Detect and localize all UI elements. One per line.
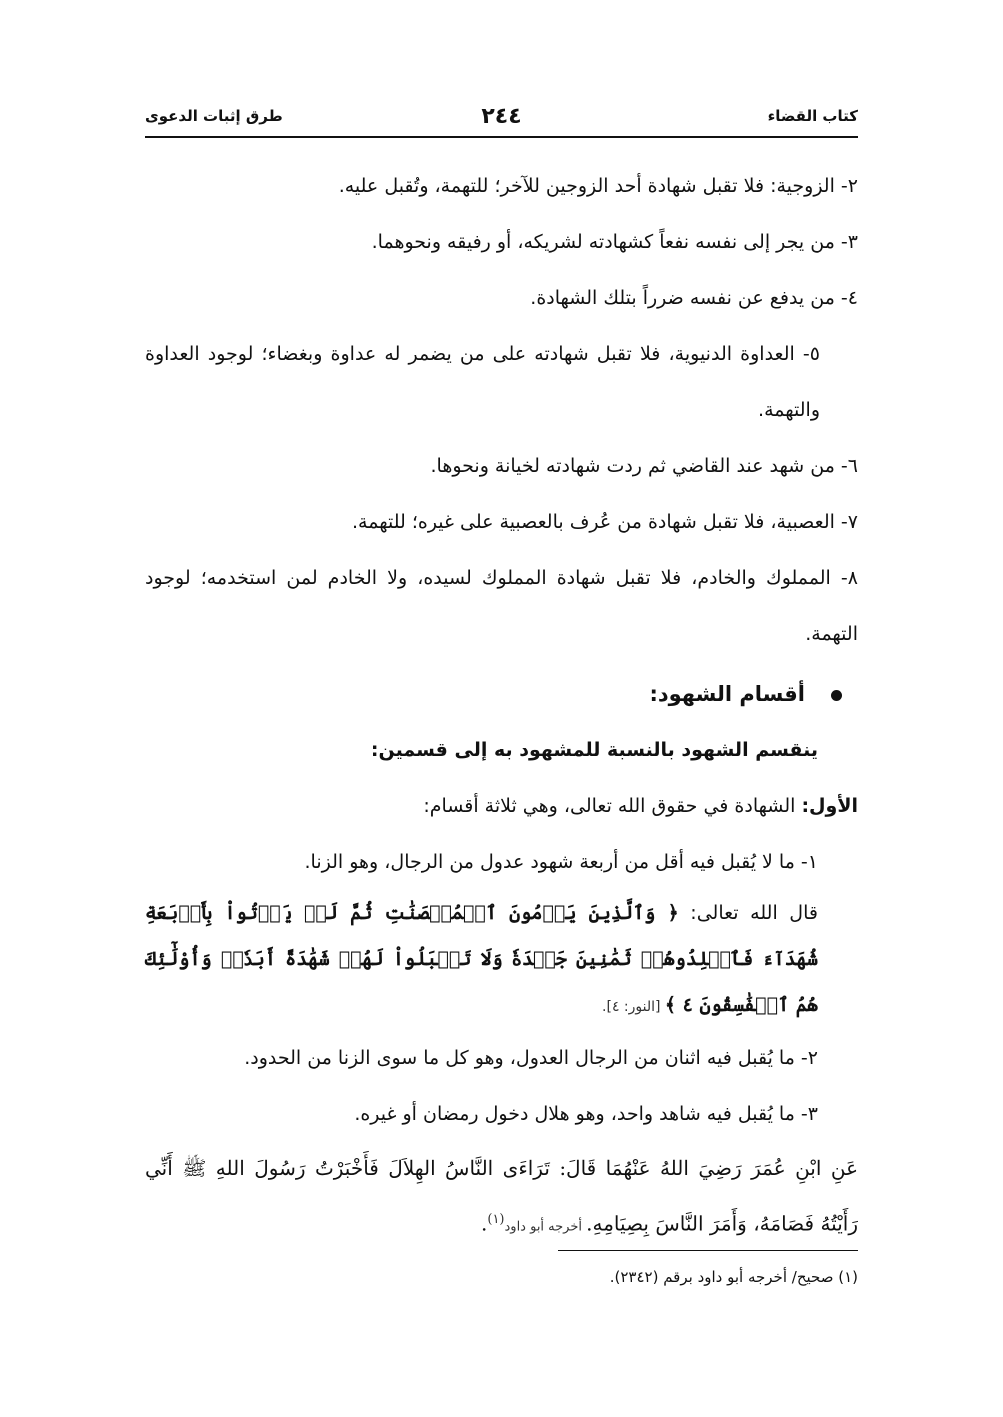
hadith-quote <box>145 1142 858 1254</box>
footnote-divider <box>558 1250 858 1251</box>
list-item: ٧- العصبية، فلا تقبل شهادة من عُرف بالعصبية على غيره؛ للتهمة. <box>352 511 858 533</box>
list-item: ٣- من يجر إلى نفسه نفعاً كشهادته لشريكه، أو رفيقه ونحوهما. <box>371 231 858 253</box>
section-title: أقسام الشهود: <box>649 682 805 706</box>
page-number: ٢٤٤ <box>481 103 522 129</box>
quran-verse: ﴿ وَٱلَّذِينَ يَرۡمُونَ ٱلۡمُحۡصَنَٰتِ ثُمَّ لَمۡ يَأۡتُواْ بِأَرۡبَعَةِ شُهَدَآءَ فَٱجۡلِدُوهُمۡ ثَمَٰنِينَ جَلۡدَةٗ وَلَا تَقۡبَلُواْ لَهُمۡ شَهَٰدَةً أَبَدٗاۚ وَأُوْلَٰٓئِكَ هُمُ ٱلۡفَٰسِقُونَ ٤ ﴾ <box>145 902 818 1016</box>
quran-quote <box>145 890 858 1030</box>
list-item: ٢- الزوجية: فلا تقبل شهادة أحد الزوجين للآخر؛ للتهمة، وتُقبل عليه. <box>338 175 858 197</box>
section-heading <box>145 666 858 722</box>
list-item: ١- ما لا يُقبل فيه أقل من أربعة شهود عدول من الرجال، وهو الزنا. <box>304 851 818 873</box>
first-text: الشهادة في حقوق الله تعالى، وهي ثلاثة أقسام: <box>423 795 802 817</box>
list-item <box>145 550 858 662</box>
list-item-text: ٨- المملوك والخادم، فلا تقبل شهادة المملوك لسيده، ولا الخادم لمن استخدمه؛ لوجود التهمة. <box>145 567 858 645</box>
hadith-text: عَنِ ابْنِ عُمَرَ رَضِيَ اللهُ عَنْهُمَا قَالَ: تَرَاءَى النَّاسُ الهِلاَلَ فَأَخْبَرْتُ رَسُولَ اللهِ ﷺ أَنِّي رَأَيْتُهُ فَصَامَهُ، وَأَمَرَ النَّاسَ بِصِيَامِهِ. <box>145 1156 858 1236</box>
list-item: ٦- من شهد عند القاضي ثم ردت شهادته لخيانة ونحوها. <box>430 455 858 477</box>
hadith-source: أخرجه أبو داود <box>504 1219 587 1235</box>
list-item: ٣- ما يُقبل فيه شاهد واحد، وهو هلال دخول رمضان أو غيره. <box>354 1103 818 1125</box>
quran-intro: قال الله تعالى: <box>678 902 818 924</box>
list-item: ٢- ما يُقبل فيه اثنان من الرجال العدول، وهو كل ما سوى الزنا من الحدود. <box>244 1047 818 1069</box>
list-item <box>145 326 858 438</box>
footnote: (١) صحيح/ أخرجه أبو داود برقم (٢٣٤٢). <box>609 1268 858 1286</box>
first-category <box>145 778 858 834</box>
quran-reference: [النور: ٤]. <box>602 999 665 1015</box>
page-body <box>145 158 858 1254</box>
hadith-end: . <box>481 1211 488 1236</box>
header-book-title: كتاب القضاء <box>767 107 858 125</box>
header-chapter-title: طرق إثبات الدعوى <box>145 107 283 125</box>
bullet-icon <box>831 690 842 701</box>
first-label: الأول: <box>801 795 858 817</box>
list-item: ٤- من يدفع عن نفسه ضرراً بتلك الشهادة. <box>530 287 858 309</box>
footnote-marker: (١) <box>487 1212 505 1227</box>
subtitle: ينقسم الشهود بالنسبة للمشهود به إلى قسمين: <box>370 739 818 761</box>
list-item-text: ٥- العداوة الدنيوية، فلا تقبل شهادته على من يضمر له عداوة وبغضاء؛ لوجود العداوة والتهمة. <box>145 343 820 421</box>
page-header <box>145 96 858 138</box>
